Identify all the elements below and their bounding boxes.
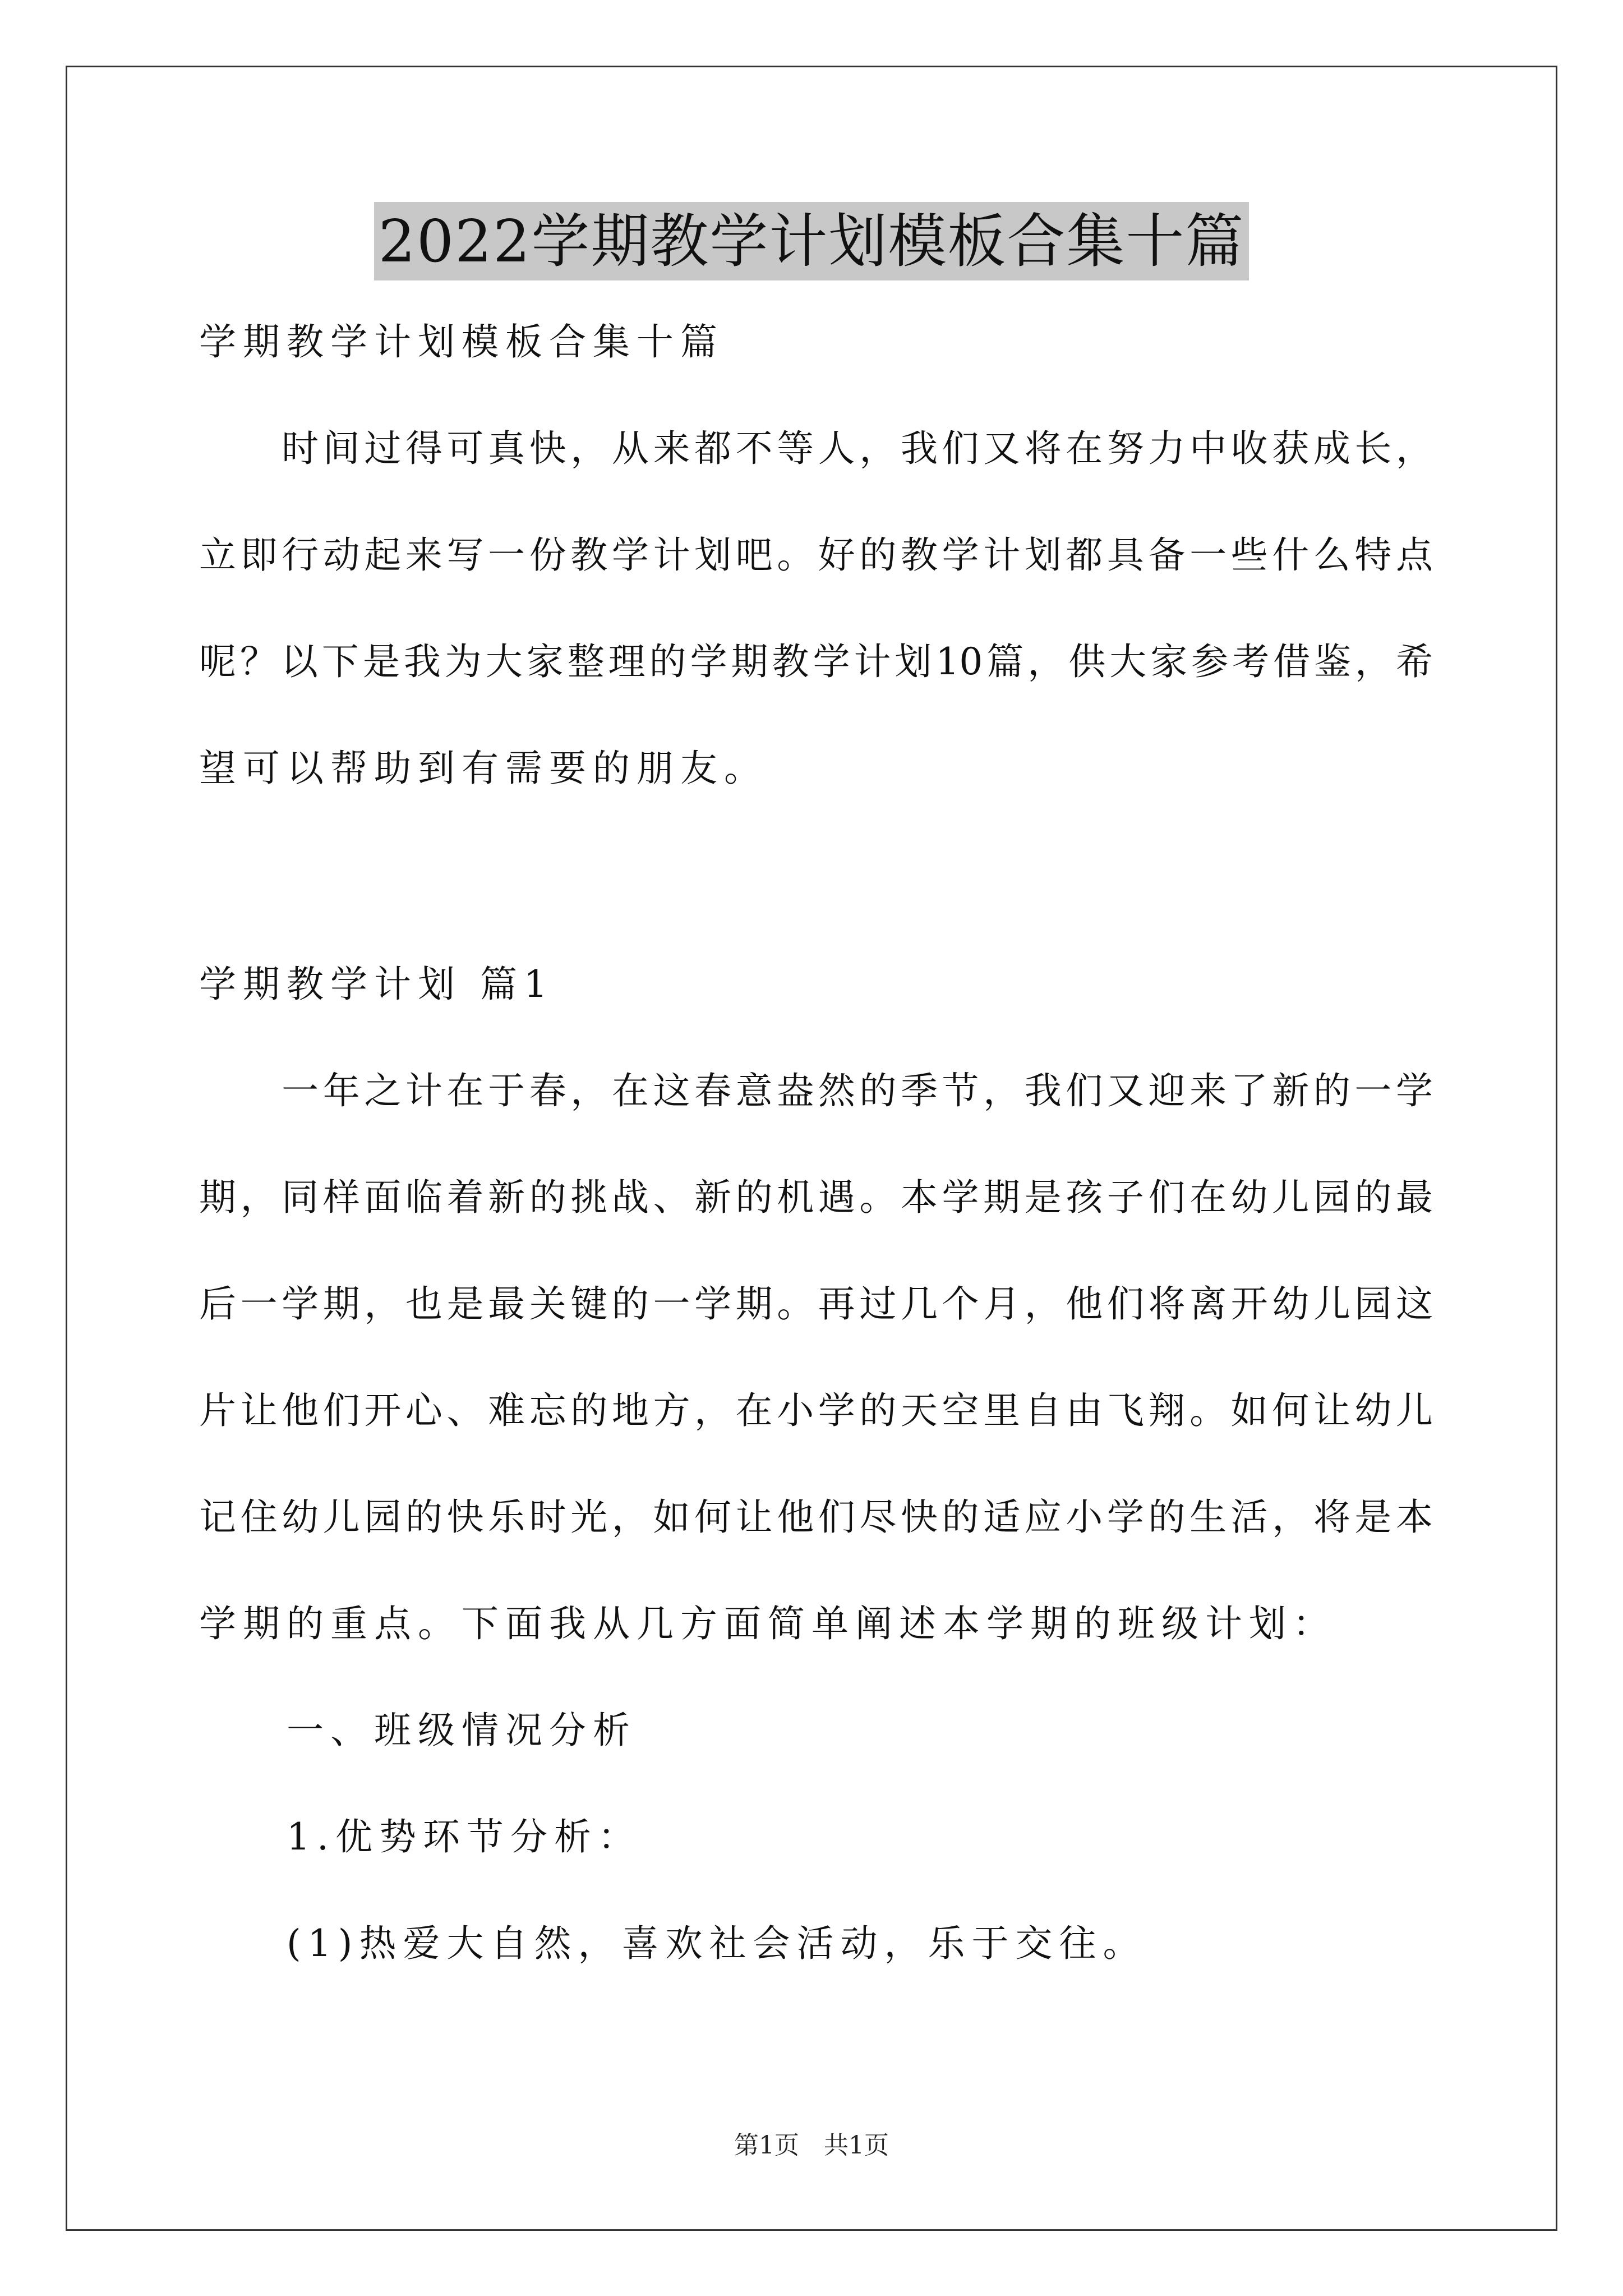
paragraph-line: 片让他们开心、难忘的地方，在小学的天空里自由飞翔。如何让幼儿 xyxy=(199,1389,1433,1432)
list-item-line: (1)热爱大自然，喜欢社会活动，乐于交往。 xyxy=(199,1922,1147,1965)
paragraph-line: 望可以帮助到有需要的朋友。 xyxy=(199,747,768,790)
subtitle-line: 学期教学计划模板合集十篇 xyxy=(199,320,724,364)
paragraph-line: 呢？以下是我为大家整理的学期教学计划10篇，供大家参考借鉴，希 xyxy=(199,640,1433,683)
subheading-line: 一、班级情况分析 xyxy=(199,1709,637,1752)
subheading-line: 1.优势环节分析： xyxy=(199,1815,642,1858)
page-footer: 第1页 共1页 xyxy=(734,2131,889,2160)
paragraph-line: 后一学期，也是最关键的一学期。再过几个月，他们将离开幼儿园这 xyxy=(199,1282,1433,1326)
paragraph-line: 记住幼儿园的快乐时光，如何让他们尽快的适应小学的生活，将是本 xyxy=(199,1496,1433,1539)
paragraph-line: 立即行动起来写一份教学计划吧。好的教学计划都具备一些什么特点 xyxy=(199,533,1433,577)
paragraph-line: 学期的重点。下面我从几方面简单阐述本学期的班级计划： xyxy=(199,1602,1336,1645)
title-container xyxy=(0,202,1623,280)
document-title: 2022学期教学计划模板合集十篇 xyxy=(374,202,1249,280)
paragraph-line: 时间过得可真快，从来都不等人，我们又将在努力中收获成长， xyxy=(199,427,1433,470)
paragraph-line: 期，同样面临着新的挑战、新的机遇。本学期是孩子们在幼儿园的最 xyxy=(199,1176,1433,1219)
page-border xyxy=(66,66,1557,2231)
section-heading: 学期教学计划 篇1 xyxy=(199,963,554,1006)
paragraph-line: 一年之计在于春，在这春意盎然的季节，我们又迎来了新的一学 xyxy=(199,1069,1433,1112)
